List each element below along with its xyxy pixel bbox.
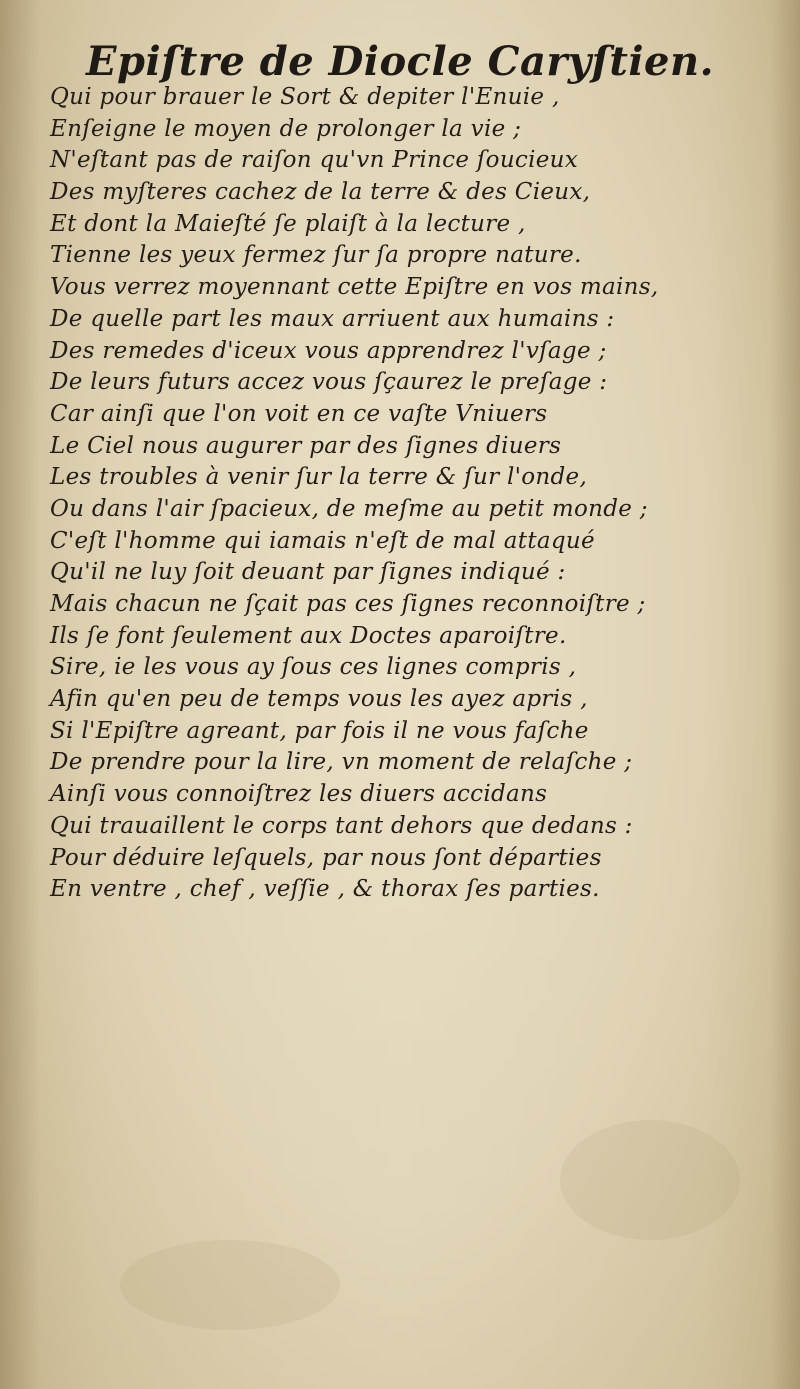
paper-stain <box>120 1240 340 1330</box>
verse-line: Les troubles à venir ſur la terre & ſur l'onde, <box>50 464 588 491</box>
verse-line: Des myſteres cachez de la terre & des Cieux, <box>50 179 591 206</box>
verse-line: Car ainſi que l'on voit en ce vaſte Vniuers <box>50 400 548 427</box>
running-head: Epiſtre de Diocle Caryſtien. <box>85 38 715 85</box>
verse-line: De leurs futurs accez vous ſçaurez le preſage : <box>50 369 608 396</box>
verse-line: C'eſt l'homme qui iamais n'eſt de mal attaqué <box>50 527 595 554</box>
page-edge-shadow-left <box>0 0 40 1389</box>
verse-line: De prendre pour la lire, vn moment de relaſche ; <box>50 749 633 776</box>
verse-line: Et dont la Maieſté ſe plaiſt à la lecture , <box>50 210 526 237</box>
verse-line: N'eſtant pas de raiſon qu'vn Prince ſoucieux <box>50 147 579 174</box>
verse-line: Le Ciel nous augurer par des ſignes diuers <box>50 432 562 459</box>
verse-line: Enſeigne le moyen de prolonger la vie ; <box>50 115 522 142</box>
verse-line: En ventre , chef , veſſie , & thorax ſes parties. <box>50 876 600 903</box>
verse-line: Ainſi vous connoiſtrez les diuers accidans <box>50 781 548 808</box>
verse-line: Afin qu'en peu de temps vous les ayez apris , <box>50 686 588 713</box>
verse-line: Qui trauaillent le corps tant dehors que dedans : <box>50 812 633 839</box>
verse-line: Tienne les yeux fermez ſur ſa propre nature. <box>50 242 582 269</box>
verse-line: Qui pour brauer le Sort & depiter l'Enuie , <box>50 84 560 110</box>
verse-line: De quelle part les maux arriuent aux humains : <box>50 305 615 332</box>
paper-stain <box>560 1120 740 1240</box>
verse-line: Sire, ie les vous ay ſous ces lignes compris , <box>50 654 577 681</box>
verse-line: Des remedes d'iceux vous apprendrez l'vſage ; <box>50 337 607 364</box>
verse-line: Ils ſe font ſeulement aux Doctes aparoiſtre. <box>50 622 567 649</box>
verse-line: Pour déduire leſquels, par nous ſont départies <box>50 844 602 871</box>
verse-line: Ou dans l'air ſpacieux, de meſme au petit monde ; <box>50 495 648 522</box>
verse-line: Vous verrez moyennant cette Epiſtre en vos mains, <box>50 274 659 301</box>
page-edge-shadow-right <box>770 0 800 1389</box>
verse-line: Mais chacun ne ſçait pas ces ſignes reconnoiſtre ; <box>50 591 646 617</box>
verse-line: Si l'Epiſtre agreant, par fois il ne vous faſche <box>50 717 589 744</box>
verse-text <box>50 82 670 906</box>
verse-line: Qu'il ne luy ſoit deuant par ſignes indiqué : <box>50 559 566 586</box>
